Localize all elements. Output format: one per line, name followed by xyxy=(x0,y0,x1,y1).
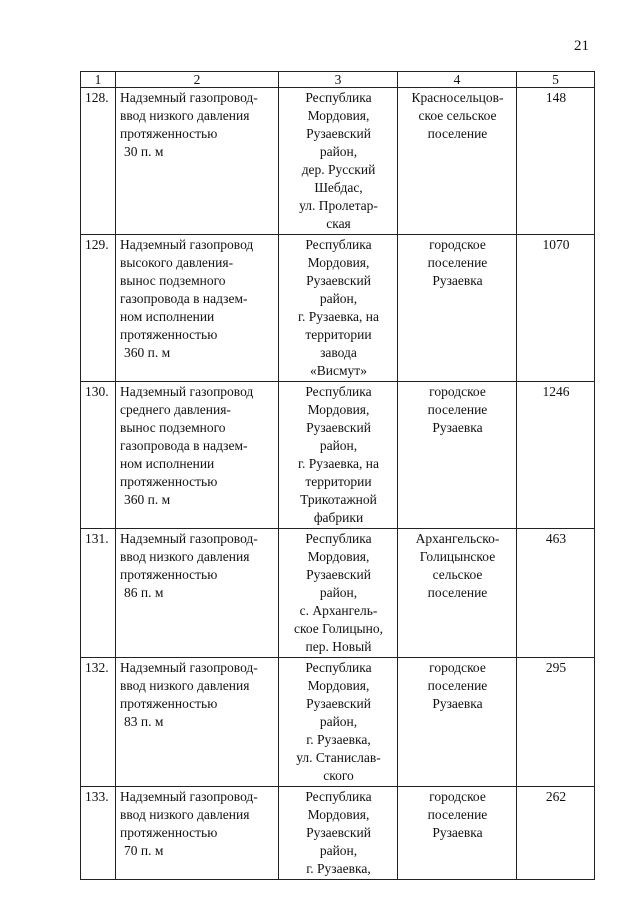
location-line: с. Архангель- xyxy=(299,603,378,618)
description-line: Надземный газопровод- xyxy=(120,789,258,804)
location-line: Мордовия, xyxy=(307,402,370,417)
settlement xyxy=(398,235,517,382)
object-value: 148 xyxy=(517,88,595,235)
object-value: 1070 xyxy=(517,235,595,382)
settlement-line: Рузаевка xyxy=(432,825,483,840)
row-number: 133. xyxy=(81,787,116,880)
location-line: территории xyxy=(305,474,372,489)
settlement-line: ское сельское xyxy=(418,108,497,123)
description-line: ввод низкого давления xyxy=(120,108,250,123)
settlement-line: Рузаевка xyxy=(432,696,483,711)
location-line: Республика xyxy=(305,660,372,675)
object-value: 295 xyxy=(517,658,595,787)
location-line: район, xyxy=(319,438,358,453)
settlement-line: Красносельцов- xyxy=(411,90,504,105)
object-length: 30 п. м xyxy=(124,144,164,159)
location-line: Шебдас, xyxy=(314,180,363,195)
object-location xyxy=(279,382,398,529)
object-value: 262 xyxy=(517,787,595,880)
table-header-row xyxy=(81,72,595,88)
column-header: 5 xyxy=(517,72,595,88)
location-line: Рузаевский xyxy=(306,126,371,141)
column-header: 2 xyxy=(116,72,279,88)
object-description xyxy=(116,658,279,787)
table-row xyxy=(81,382,595,529)
description-line: Надземный газопровод xyxy=(120,384,254,399)
location-line: г. Рузаевка, на xyxy=(297,456,380,471)
location-line: Рузаевский xyxy=(306,567,371,582)
object-length: 86 п. м xyxy=(124,585,164,600)
location-line: завода xyxy=(320,345,357,360)
settlement-line: Голицынское xyxy=(419,549,496,564)
location-line: г. Рузаевка, на xyxy=(297,309,380,324)
row-number: 130. xyxy=(81,382,116,529)
location-line: Республика xyxy=(305,90,372,105)
description-line: протяженностью xyxy=(120,327,218,342)
settlement-line: Рузаевка xyxy=(432,420,483,435)
location-line: территории xyxy=(305,327,372,342)
location-line: Мордовия, xyxy=(307,549,370,564)
row-number: 129. xyxy=(81,235,116,382)
settlement-line: поселение xyxy=(427,678,488,693)
settlement-line: городское xyxy=(429,384,486,399)
table-row xyxy=(81,658,595,787)
description-line: ввод низкого давления xyxy=(120,807,250,822)
row-number: 131. xyxy=(81,529,116,658)
location-line: фабрики xyxy=(313,510,364,525)
table-row xyxy=(81,529,595,658)
location-line: дер. Русский xyxy=(301,162,376,177)
location-line: ул. Пролетар- xyxy=(299,198,378,213)
row-number: 132. xyxy=(81,658,116,787)
settlement-line: поселение xyxy=(427,126,488,141)
location-line: ского xyxy=(323,768,354,783)
location-line: район, xyxy=(319,843,358,858)
object-length: 83 п. м xyxy=(124,714,164,729)
settlement xyxy=(398,88,517,235)
description-line: газопровода в надзем- xyxy=(120,291,248,306)
object-location xyxy=(279,235,398,382)
description-line: протяженностью xyxy=(120,825,218,840)
settlement-line: поселение xyxy=(427,585,488,600)
description-line: ввод низкого давления xyxy=(120,549,250,564)
settlement xyxy=(398,658,517,787)
location-line: «Висмут» xyxy=(310,363,367,378)
description-line: протяженностью xyxy=(120,567,218,582)
object-value: 463 xyxy=(517,529,595,658)
column-header: 3 xyxy=(279,72,398,88)
location-line: Республика xyxy=(305,789,372,804)
description-line: протяженностью xyxy=(120,696,218,711)
settlement-line: поселение xyxy=(427,255,488,270)
location-line: Рузаевский xyxy=(306,696,371,711)
settlement-line: городское xyxy=(429,237,486,252)
settlement-line: городское xyxy=(429,660,486,675)
location-line: Мордовия, xyxy=(307,807,370,822)
location-line: ское Голицыно, xyxy=(294,621,383,636)
row-number: 128. xyxy=(81,88,116,235)
settlement xyxy=(398,382,517,529)
settlement-line: сельское xyxy=(432,567,483,582)
description-line: Надземный газопровод xyxy=(120,237,254,252)
object-value: 1246 xyxy=(517,382,595,529)
page-number: 21 xyxy=(574,38,589,54)
table-row xyxy=(81,88,595,235)
object-location xyxy=(279,88,398,235)
location-line: район, xyxy=(319,585,358,600)
settlement-line: поселение xyxy=(427,402,488,417)
description-line: Надземный газопровод- xyxy=(120,531,258,546)
object-description xyxy=(116,787,279,880)
location-line: Республика xyxy=(305,531,372,546)
description-line: газопровода в надзем- xyxy=(120,438,248,453)
location-line: Трикотажной xyxy=(300,492,377,507)
description-line: ном исполнении xyxy=(120,456,215,471)
object-description xyxy=(116,529,279,658)
location-line: Рузаевский xyxy=(306,420,371,435)
object-table xyxy=(80,71,595,880)
description-line: протяженностью xyxy=(120,474,218,489)
description-line: вынос подземного xyxy=(120,420,226,435)
object-length: 70 п. м xyxy=(124,843,164,858)
description-line: ввод низкого давления xyxy=(120,678,250,693)
table-row xyxy=(81,235,595,382)
description-line: вынос подземного xyxy=(120,273,226,288)
location-line: г. Рузаевка, xyxy=(306,861,371,876)
object-location xyxy=(279,658,398,787)
settlement xyxy=(398,787,517,880)
description-line: ном исполнении xyxy=(120,309,215,324)
description-line: протяженностью xyxy=(120,126,218,141)
table-body xyxy=(81,88,595,880)
location-line: ул. Станислав- xyxy=(296,750,381,765)
description-line: высокого давления- xyxy=(120,255,234,270)
table-row xyxy=(81,787,595,880)
location-line: Рузаевский xyxy=(306,273,371,288)
settlement-line: Архангельско- xyxy=(415,531,500,546)
location-line: Республика xyxy=(305,237,372,252)
object-location xyxy=(279,787,398,880)
location-line: район, xyxy=(319,144,358,159)
description-line: Надземный газопровод- xyxy=(120,90,258,105)
settlement-line: поселение xyxy=(427,807,488,822)
location-line: район, xyxy=(319,291,358,306)
settlement-line: городское xyxy=(429,789,486,804)
location-line: район, xyxy=(319,714,358,729)
location-line: ская xyxy=(326,216,351,231)
column-header: 4 xyxy=(398,72,517,88)
location-line: Мордовия, xyxy=(307,108,370,123)
settlement-line: Рузаевка xyxy=(432,273,483,288)
object-description xyxy=(116,235,279,382)
settlement xyxy=(398,529,517,658)
object-length: 360 п. м xyxy=(124,492,171,507)
object-location xyxy=(279,529,398,658)
location-line: пер. Новый xyxy=(305,639,372,654)
description-line: среднего давления- xyxy=(120,402,231,417)
description-line: Надземный газопровод- xyxy=(120,660,258,675)
location-line: Мордовия, xyxy=(307,255,370,270)
location-line: Республика xyxy=(305,384,372,399)
location-line: Рузаевский xyxy=(306,825,371,840)
location-line: г. Рузаевка, xyxy=(306,732,371,747)
location-line: Мордовия, xyxy=(307,678,370,693)
object-description xyxy=(116,88,279,235)
object-length: 360 п. м xyxy=(124,345,171,360)
column-header: 1 xyxy=(81,72,116,88)
object-description xyxy=(116,382,279,529)
